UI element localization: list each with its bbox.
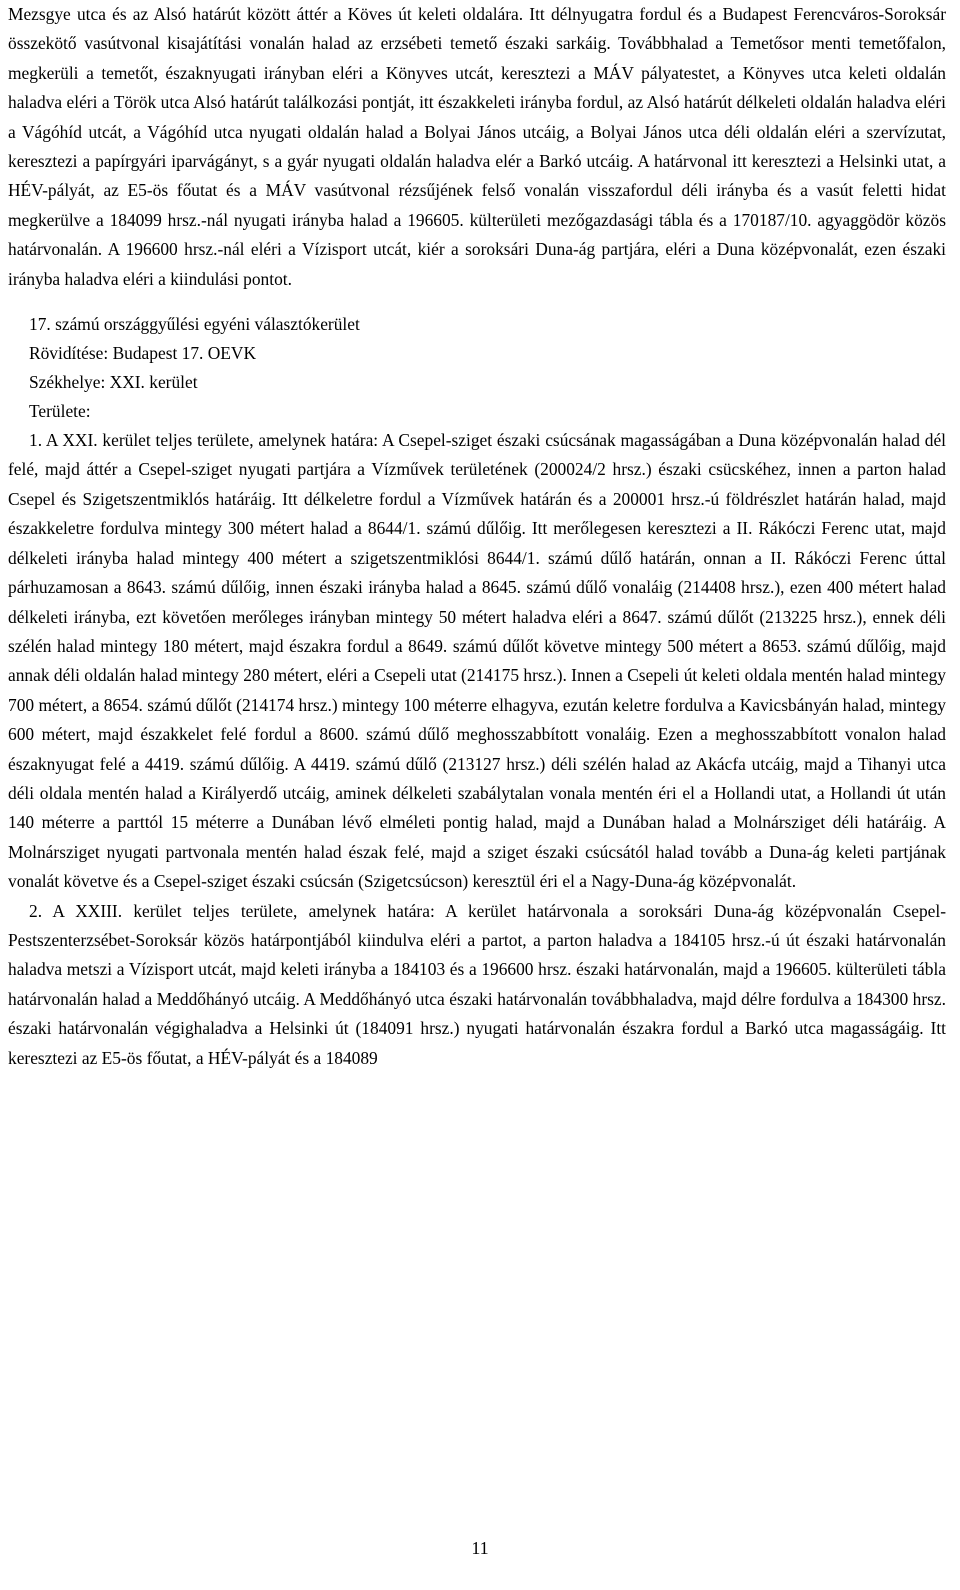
document-page <box>8 0 946 1073</box>
area-item-2: 2. A XXIII. kerület teljes területe, amelynek határa: A kerület határvonala a soroksári Duna-ág középvonalán Csepel-Pestszenterzsébet-Soroksár közös határpontjából kiindulva eléri a partot, a parton haladva a 184105 hrsz.-ú út északi határvonalán haladva metszi a Vízisport utcát, majd keleti irányba a 184103 és a 196600 hrsz. északi határvonalán, majd a 196605. külterületi tábla határvonalán halad a Meddőhányó utcáig. A Meddőhányó utca északi határvonalán továbbhaladva, majd délre fordulva a 184300 hrsz. északi határvonalán végighaladva a Helsinki út (184091 hrsz.) nyugati határvonalán északra fordul a Barkó utca magasságáig. Itt keresztezi az E5-ös főutat, a HÉV-pályát és a 184089 <box>8 900 946 1068</box>
district-header <box>8 310 946 426</box>
district-title: 17. számú országgyűlési egyéni választókerület <box>29 314 360 335</box>
area-item-1: 1. A XXI. kerület teljes területe, amelynek határa: A Csepel-sziget északi csúcsának magasságában a Duna középvonalán halad dél felé, majd áttér a Csepel-sziget nyugati partjára a Vízművek területének (200024/2 hrsz.) északi csücskéhez, innen a parton halad Csepel és Szigetszentmiklós határáig. Itt délkeletre fordul a Vízművek határán és a 200001 hrsz.-ú földrészlet határán halad, majd északkeletre fordulva mintegy 300 métert halad a 8644/1. számú dűlőig. Itt merőlegesen keresztezi a II. Rákóczi Ferenc utat, majd délkeleti irányba halad mintegy 400 métert a szigetszentmiklósi 8644/1. számú dűlő határán, onnan a II. Rákóczi Ferenc úttal párhuzamosan a 8643. számú dűlőig, innen északi irányba halad a 8645. számú dűlő vonaláig (214408 hrsz.), ezen 400 métert halad délkeleti irányba, ezt követően merőleges irányban mintegy 50 métert haladva eléri a 8647. számú dűlőt (213225 hrsz.), ennek déli szélén halad mintegy 180 métert, majd északra fordul a 8649. számú dűlőt követve mintegy 500 métert a 8653. számú dűlőig, majd annak déli oldalán halad mintegy 280 métert, eléri a Csepeli utat (214175 hrsz.). Innen a Csepeli út keleti oldala mentén halad mintegy 700 métert, a 8654. számú dűlőt (214174 hrsz.) mintegy 100 méterre elhagyva, ezután keletre fordulva a Kavicsbányán halad, mintegy 600 métert, majd északkelet felé fordul a 8600. számú dűlő meghosszabbított vonaláig. Ezen a meghosszabbított vonalon halad északnyugat felé a 4419. számú dűlőig. A 4419. számú dűlő (213127 hrsz.) déli szélén halad az Akácfa utcáig, majd a Tihanyi utca déli oldala mentén halad a Királyerdő utcáig, aminek délkeleti szabálytalan vonala mentén éri el a Hollandi utat, a Hollandi út után 140 méterre a parttól 15 méterre a Dunában lévő elméleti pontig halad, majd a Dunában halad a Molnársziget déli határáig. A Molnársziget nyugati partvonala mentén halad észak felé, majd a sziget északi csúcsától halad tovább a Duna-ág keleti partjának vonalát követve és a Csepel-sziget északi csúcsán (Szigetcsúcson) keresztül éri el a Nagy-Duna-ág középvonalát. <box>8 430 946 892</box>
page-number: 11 <box>471 1538 489 1558</box>
district-area-label: Területe: <box>29 401 91 422</box>
district-short-name: Rövidítése: Budapest 17. OEVK <box>29 343 257 364</box>
intro-paragraph: Mezsgye utca és az Alsó határút között áttér a Köves út keleti oldalára. Itt délnyugatra fordul és a Budapest Ferencváros-Soroksár összekötő vasútvonal kisajátítási vonalán halad az erzsébeti temető északi sarkáig. Továbbhalad a Temetősor menti temetőfalon, megkerüli a temetőt, északnyugati irányban eléri a Könyves utcát, keresztezi a MÁV pályatestet, a Könyves utca keleti oldalán haladva eléri a Török utca Alsó határút találkozási pontját, itt északkeleti irányba fordul, az Alsó határút délkeleti oldalán haladva eléri a Vágóhíd utcát, a Vágóhíd utca nyugati oldalán halad a Bolyai János utcáig, a Bolyai János utca déli oldalán eléri a szervízutat, keresztezi a papírgyári iparvágányt, s a gyár nyugati oldalán haladva elér a Barkó utcáig. A határvonal itt keresztezi a Helsinki utat, a HÉV-pályát, az E5-ös főutat és a MÁV vasútvonal rézsűjének felső vonalán visszafordul déli irányba és a vasút feletti hidat megkerülve a 184099 hrsz.-nál nyugati irányba halad a 196605. külterületi mezőgazdasági tábla és a 170187/10. agyaggödör közös határvonalán. A 196600 hrsz.-nál eléri a Vízisport utcát, kiér a soroksári Duna-ág partjára, eléri a Duna középvonalát, ezen északi irányba haladva eléri a kiindulási pontot. <box>8 4 946 289</box>
district-seat: Székhelye: XXI. kerület <box>29 372 198 393</box>
